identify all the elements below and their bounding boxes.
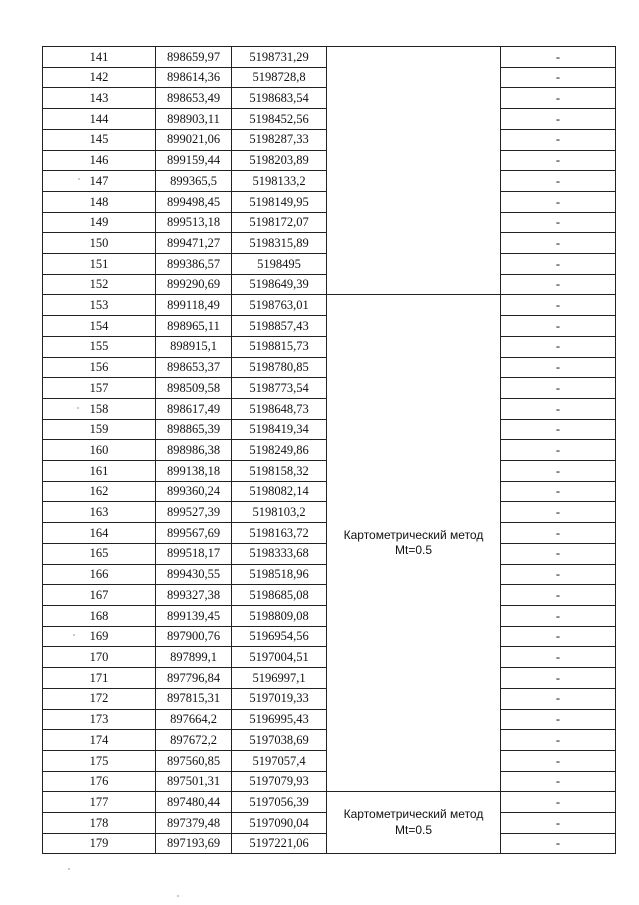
error-cell: - — [501, 543, 616, 564]
point-number-cell: 147 — [43, 171, 156, 192]
y-coordinate-cell: 5198857,43 — [232, 316, 327, 337]
point-number-cell: 170 — [43, 647, 156, 668]
y-coordinate-cell: 5196954,56 — [232, 626, 327, 647]
y-coordinate-cell: 5198780,85 — [232, 357, 327, 378]
x-coordinate-cell: 898617,49 — [156, 398, 232, 419]
point-number-cell: 174 — [43, 730, 156, 751]
error-cell: - — [501, 605, 616, 626]
coordinates-table-body — [43, 47, 616, 854]
scan-speck — [78, 178, 80, 180]
point-number-cell: 152 — [43, 274, 156, 295]
y-coordinate-cell: 5198203,89 — [232, 150, 327, 171]
error-cell: - — [501, 647, 616, 668]
x-coordinate-cell: 899159,44 — [156, 150, 232, 171]
point-number-cell: 144 — [43, 109, 156, 130]
error-cell: - — [501, 316, 616, 337]
method-cell — [327, 47, 501, 295]
x-coordinate-cell: 898965,11 — [156, 316, 232, 337]
error-cell: - — [501, 419, 616, 440]
x-coordinate-cell: 899430,55 — [156, 564, 232, 585]
point-number-cell: 178 — [43, 813, 156, 834]
method-label: Картометрический метод — [343, 807, 484, 822]
error-cell: - — [501, 813, 616, 834]
x-coordinate-cell: 897796,84 — [156, 668, 232, 689]
scan-speck — [68, 868, 70, 870]
point-number-cell: 169 — [43, 626, 156, 647]
y-coordinate-cell: 5198728,8 — [232, 67, 327, 88]
error-cell: - — [501, 481, 616, 502]
point-number-cell: 145 — [43, 129, 156, 150]
x-coordinate-cell: 897672,2 — [156, 730, 232, 751]
point-number-cell: 165 — [43, 543, 156, 564]
y-coordinate-cell: 5196995,43 — [232, 709, 327, 730]
x-coordinate-cell: 899290,69 — [156, 274, 232, 295]
error-cell: - — [501, 254, 616, 275]
x-coordinate-cell: 899139,45 — [156, 605, 232, 626]
table-row — [43, 792, 616, 813]
x-coordinate-cell: 898986,38 — [156, 440, 232, 461]
precision-label: Mt=0.5 — [394, 543, 433, 558]
error-cell: - — [501, 88, 616, 109]
point-number-cell: 154 — [43, 316, 156, 337]
error-cell: - — [501, 440, 616, 461]
y-coordinate-cell: 5198773,54 — [232, 378, 327, 399]
x-coordinate-cell: 897193,69 — [156, 833, 232, 854]
x-coordinate-cell: 899138,18 — [156, 461, 232, 482]
y-coordinate-cell: 5197221,06 — [232, 833, 327, 854]
x-coordinate-cell: 899498,45 — [156, 191, 232, 212]
error-cell: - — [501, 378, 616, 399]
point-number-cell: 163 — [43, 502, 156, 523]
error-cell: - — [501, 502, 616, 523]
x-coordinate-cell: 897900,76 — [156, 626, 232, 647]
error-cell: - — [501, 129, 616, 150]
error-cell: - — [501, 67, 616, 88]
point-number-cell: 149 — [43, 212, 156, 233]
error-cell: - — [501, 730, 616, 751]
x-coordinate-cell: 899365,5 — [156, 171, 232, 192]
x-coordinate-cell: 899513,18 — [156, 212, 232, 233]
y-coordinate-cell: 5198082,14 — [232, 481, 327, 502]
x-coordinate-cell: 898509,58 — [156, 378, 232, 399]
y-coordinate-cell: 5197079,93 — [232, 771, 327, 792]
x-coordinate-cell: 899360,24 — [156, 481, 232, 502]
point-number-cell: 175 — [43, 750, 156, 771]
y-coordinate-cell: 5198452,56 — [232, 109, 327, 130]
y-coordinate-cell: 5198149,95 — [232, 191, 327, 212]
x-coordinate-cell: 898915,1 — [156, 336, 232, 357]
y-coordinate-cell: 5198172,07 — [232, 212, 327, 233]
y-coordinate-cell: 5198648,73 — [232, 398, 327, 419]
x-coordinate-cell: 897480,44 — [156, 792, 232, 813]
error-cell: - — [501, 709, 616, 730]
y-coordinate-cell: 5198158,32 — [232, 461, 327, 482]
method-label: Картометрический метод — [343, 527, 484, 542]
y-coordinate-cell: 5198249,86 — [232, 440, 327, 461]
point-number-cell: 153 — [43, 295, 156, 316]
point-number-cell: 164 — [43, 523, 156, 544]
x-coordinate-cell: 897899,1 — [156, 647, 232, 668]
scan-speck — [77, 407, 79, 409]
error-cell: - — [501, 626, 616, 647]
x-coordinate-cell: 897501,31 — [156, 771, 232, 792]
table-row — [43, 295, 616, 316]
y-coordinate-cell: 5197019,33 — [232, 688, 327, 709]
error-cell: - — [501, 398, 616, 419]
point-number-cell: 161 — [43, 461, 156, 482]
error-cell: - — [501, 833, 616, 854]
error-cell: - — [501, 461, 616, 482]
x-coordinate-cell: 898865,39 — [156, 419, 232, 440]
point-number-cell: 156 — [43, 357, 156, 378]
point-number-cell: 159 — [43, 419, 156, 440]
y-coordinate-cell: 5198133,2 — [232, 171, 327, 192]
error-cell: - — [501, 212, 616, 233]
table-row — [43, 47, 616, 68]
point-number-cell: 150 — [43, 233, 156, 254]
y-coordinate-cell: 5197038,69 — [232, 730, 327, 751]
x-coordinate-cell: 897664,2 — [156, 709, 232, 730]
error-cell: - — [501, 336, 616, 357]
error-cell: - — [501, 357, 616, 378]
error-cell: - — [501, 771, 616, 792]
x-coordinate-cell: 898614,36 — [156, 67, 232, 88]
point-number-cell: 155 — [43, 336, 156, 357]
y-coordinate-cell: 5198731,29 — [232, 47, 327, 68]
error-cell: - — [501, 191, 616, 212]
y-coordinate-cell: 5198685,08 — [232, 585, 327, 606]
point-number-cell: 173 — [43, 709, 156, 730]
y-coordinate-cell: 5197090,04 — [232, 813, 327, 834]
point-number-cell: 142 — [43, 67, 156, 88]
error-cell: - — [501, 109, 616, 130]
point-number-cell: 158 — [43, 398, 156, 419]
point-number-cell: 157 — [43, 378, 156, 399]
y-coordinate-cell: 5196997,1 — [232, 668, 327, 689]
error-cell: - — [501, 523, 616, 544]
point-number-cell: 141 — [43, 47, 156, 68]
x-coordinate-cell: 897560,85 — [156, 750, 232, 771]
y-coordinate-cell: 5198809,08 — [232, 605, 327, 626]
error-cell: - — [501, 150, 616, 171]
x-coordinate-cell: 899518,17 — [156, 543, 232, 564]
x-coordinate-cell: 898659,97 — [156, 47, 232, 68]
error-cell: - — [501, 274, 616, 295]
scan-speck — [73, 634, 75, 636]
x-coordinate-cell: 899527,39 — [156, 502, 232, 523]
scan-speck — [177, 895, 179, 897]
y-coordinate-cell: 5198103,2 — [232, 502, 327, 523]
error-cell: - — [501, 564, 616, 585]
error-cell: - — [501, 792, 616, 813]
point-number-cell: 146 — [43, 150, 156, 171]
x-coordinate-cell: 899471,27 — [156, 233, 232, 254]
point-number-cell: 143 — [43, 88, 156, 109]
y-coordinate-cell: 5198815,73 — [232, 336, 327, 357]
point-number-cell: 167 — [43, 585, 156, 606]
x-coordinate-cell: 899386,57 — [156, 254, 232, 275]
error-cell: - — [501, 688, 616, 709]
x-coordinate-cell: 899567,69 — [156, 523, 232, 544]
y-coordinate-cell: 5197056,39 — [232, 792, 327, 813]
y-coordinate-cell: 5198333,68 — [232, 543, 327, 564]
y-coordinate-cell: 5198315,89 — [232, 233, 327, 254]
x-coordinate-cell: 899118,49 — [156, 295, 232, 316]
point-number-cell: 177 — [43, 792, 156, 813]
error-cell: - — [501, 295, 616, 316]
error-cell: - — [501, 750, 616, 771]
point-number-cell: 172 — [43, 688, 156, 709]
point-number-cell: 168 — [43, 605, 156, 626]
point-number-cell: 166 — [43, 564, 156, 585]
x-coordinate-cell: 897379,48 — [156, 813, 232, 834]
coordinates-table — [42, 46, 616, 854]
x-coordinate-cell: 897815,31 — [156, 688, 232, 709]
point-number-cell: 179 — [43, 833, 156, 854]
method-cell — [327, 295, 501, 792]
error-cell: - — [501, 233, 616, 254]
error-cell: - — [501, 47, 616, 68]
y-coordinate-cell: 5198763,01 — [232, 295, 327, 316]
x-coordinate-cell: 898903,11 — [156, 109, 232, 130]
x-coordinate-cell: 899327,38 — [156, 585, 232, 606]
point-number-cell: 162 — [43, 481, 156, 502]
x-coordinate-cell: 898653,37 — [156, 357, 232, 378]
x-coordinate-cell: 898653,49 — [156, 88, 232, 109]
point-number-cell: 148 — [43, 191, 156, 212]
precision-label: Mt=0.5 — [394, 822, 433, 837]
point-number-cell: 171 — [43, 668, 156, 689]
y-coordinate-cell: 5198419,34 — [232, 419, 327, 440]
error-cell: - — [501, 668, 616, 689]
point-number-cell: 160 — [43, 440, 156, 461]
y-coordinate-cell: 5198163,72 — [232, 523, 327, 544]
y-coordinate-cell: 5198683,54 — [232, 88, 327, 109]
y-coordinate-cell: 5197057,4 — [232, 750, 327, 771]
x-coordinate-cell: 899021,06 — [156, 129, 232, 150]
y-coordinate-cell: 5197004,51 — [232, 647, 327, 668]
y-coordinate-cell: 5198495 — [232, 254, 327, 275]
y-coordinate-cell: 5198287,33 — [232, 129, 327, 150]
method-cell — [327, 792, 501, 854]
point-number-cell: 176 — [43, 771, 156, 792]
error-cell: - — [501, 585, 616, 606]
y-coordinate-cell: 5198649,39 — [232, 274, 327, 295]
point-number-cell: 151 — [43, 254, 156, 275]
error-cell: - — [501, 171, 616, 192]
y-coordinate-cell: 5198518,96 — [232, 564, 327, 585]
